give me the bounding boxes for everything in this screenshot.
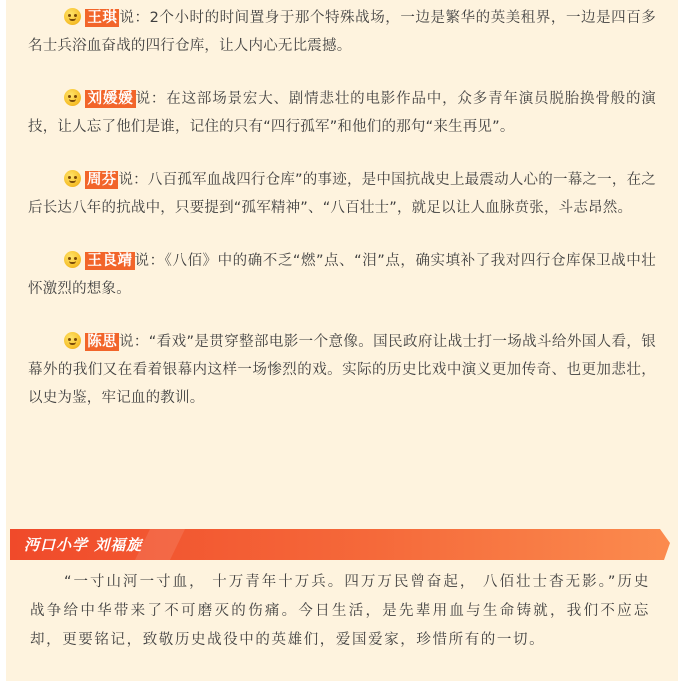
- essay-paragraph: [30, 568, 650, 655]
- comment-text: 说：“看戏”是贯穿整部电影一个意像。国民政府让战士打一场战斗给外国人看，银幕外的我们又在看着银幕内这样一场惨烈的戏。实际的历史比戏中演义更加传奇、也更加悲壮，以史为鉴，牢记血的教训。: [28, 334, 657, 406]
- comment-item: [28, 85, 656, 141]
- comment-text: 说：八百孤军血战四行仓库”的事迹，是中国抗战史上最震动人心的一幕之一，在之后长达八年的抗战中，只要提到“孤军精神”、“八百壮士”，就足以让人血脉贲张，斗志昂然。: [28, 172, 656, 216]
- comment-text: 说：《八佰》中的确不乏“燃”点、“泪”点，确实填补了我对四行仓库保卫战中壮怀激烈的想象。: [28, 253, 656, 297]
- commenter-name: 王良靖: [87, 253, 133, 269]
- essay-text: “一寸山河一寸血， 十万青年十万兵。四万万民曾奋起， 八佰壮士杳无影。”历史战争给中华带来了不可磨灭的伤痛。今日生活，是先辈用血与生命铸就，我们不应忘却，更要铭记，致敬历史战役中的英雄们，爱国爱家，珍惜所有的一切。: [30, 574, 650, 648]
- commenter-name: 王琪: [87, 10, 118, 26]
- comment-item: [28, 328, 656, 412]
- banner-title: 沔口小学 刘福旋: [24, 536, 143, 554]
- section-banner: [10, 529, 670, 560]
- comment-item: [28, 166, 656, 222]
- comment-item: [28, 247, 656, 303]
- comment-text: 说：在这部场景宏大、剧情悲壮的电影作品中，众多青年演员脱胎换骨般的演技，让人忘了他们是谁，记住的只有“四行孤军”和他们的那句“来生再见”。: [28, 91, 657, 135]
- commenter-name: 陈思: [87, 334, 117, 350]
- smiley-emoji-icon: [64, 8, 81, 25]
- commenter-name: 周芬: [87, 172, 117, 188]
- comment-item: [28, 4, 656, 60]
- comment-list: [28, 4, 656, 437]
- commenter-name: 刘媛媛: [87, 91, 134, 107]
- comment-text: 说：2个小时的时间置身于那个特殊战场，一边是繁华的英美租界，一边是四百多名士兵浴血奋战的四行仓库，让人内心无比震撼。: [28, 10, 656, 54]
- smiley-emoji-icon: [64, 89, 81, 106]
- smiley-emoji-icon: [64, 251, 81, 268]
- smiley-emoji-icon: [64, 332, 81, 349]
- smiley-emoji-icon: [64, 170, 81, 187]
